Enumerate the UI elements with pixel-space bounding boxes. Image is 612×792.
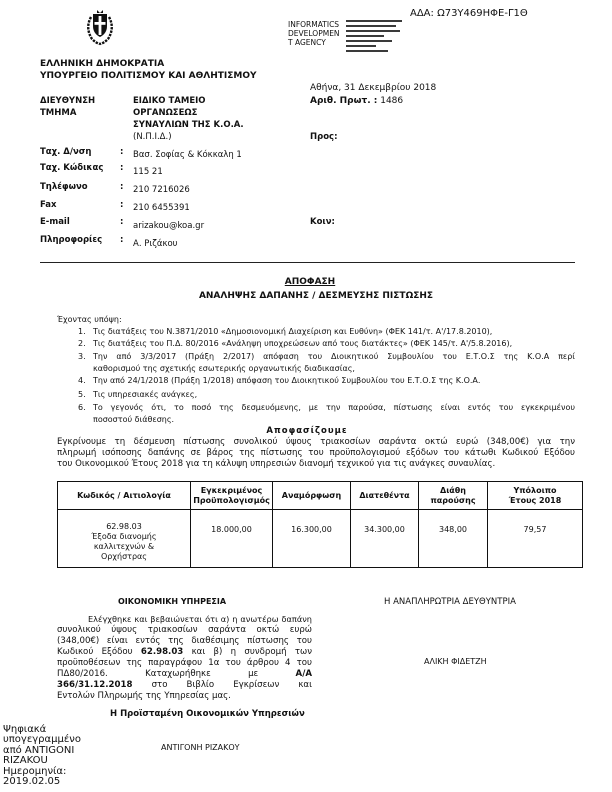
code-description: καλλιτεχνών & [93, 542, 155, 551]
ministry-heading: ΥΠΟΥΡΓΕΙΟ ΠΟΛΙΤΙΣΜΟΥ ΚΑΙ ΑΘΛΗΤΙΣΜΟΥ [40, 71, 257, 81]
contact-separator: : [120, 147, 124, 157]
header-allocated [351, 482, 419, 510]
list-item-text: ποσοστού διάθεσης. [93, 415, 175, 424]
digital-signature-line: RIZAKOU [3, 755, 48, 767]
header-text: Αναμόρφωση [281, 490, 342, 500]
decision-title: ΑΠΟΦΑΣΗ [284, 277, 336, 287]
code-description: Έξοδα διανομής [91, 532, 157, 541]
header-text: Διάθη [440, 486, 466, 495]
contact-value-info: Α. Ριζάκου [133, 239, 178, 249]
unit-name-line: ΟΡΓΑΝΩΣΕΩΣ [133, 108, 198, 118]
digital-signature-block [3, 725, 81, 787]
cell-remaining: 79,57 [488, 510, 583, 568]
finance-signer-name: ΑΝΤΙΓΟΝΗ ΡΙΖΑΚΟΥ [161, 743, 240, 752]
finance-text-line: συνολικού ύψους τριακοσίων σαράντα οκτώ ευρώ [57, 625, 312, 635]
deputy-name: ΑΛΙΚΗ ΦΙΔΕΤΖΗ [424, 657, 487, 666]
protocol-number-line [310, 96, 403, 106]
approval-text-line: πληρωμή ισόποσης δαπάνης σε βάρος της πίστωσης του προϋπολογισμού εξόδων του κάτωθι Κωδικού Εξόδου [57, 448, 575, 458]
finance-signer-title: Η Προϊσταμένη Οικονομικών Υπηρεσιών [110, 709, 305, 719]
contact-separator: : [120, 217, 124, 227]
contact-separator: : [120, 163, 124, 173]
header-approved-budget [191, 482, 273, 510]
budget-code: 62.98.03 [106, 522, 142, 531]
contact-value-email: arizakou@koa.gr [133, 221, 205, 231]
finance-text-line [57, 680, 312, 691]
contact-label-fax: Fax [40, 200, 57, 210]
considering-label: Έχοντας υπόψη: [57, 315, 122, 324]
list-number: 6. [78, 403, 86, 412]
recipient-label: Προς: [310, 132, 338, 142]
protocol-label: Αριθ. Πρωτ. : [310, 96, 378, 106]
contact-value-postcode: 115 21 [133, 167, 163, 177]
contact-label-phone: Τηλέφωνο [40, 182, 88, 192]
protocol-number: 1486 [380, 96, 404, 106]
list-number: 3. [78, 352, 86, 361]
contact-label-email: E-mail [40, 217, 70, 227]
stamp-details [346, 20, 406, 56]
header-current [419, 482, 488, 510]
digital-signature-line: 2019.02.05 [3, 776, 61, 788]
list-item-text: Τις διατάξεις του Π.Δ. 80/2016 «Ανάληψη υποχρεώσεων από τους διατάκτες» (ΦΕΚ 145/τ. Α'/5.8.2016), [93, 339, 513, 348]
decide-heading: Αποφασίζουμε [266, 426, 348, 436]
list-item-text: Την από 3/3/2017 (Πράξη 2/2017) απόφαση του Διοικητικού Συμβουλίου του Ε.Τ.Ο.Σ της Κ.Ο.Α περί [93, 352, 575, 361]
republic-heading: ΕΛΛΗΝΙΚΗ ΔΗΜΟΚΡΑΤΙΑ [40, 59, 165, 69]
finance-text-line: Ελέγχθηκε και βεβαιώνεται ότι α) η ανωτέρω δαπάνη [88, 614, 312, 624]
contact-value-phone: 210 7216026 [133, 185, 190, 195]
header-text: Διατεθέντα [359, 490, 410, 500]
contact-label-address: Ταχ. Δ/νση [40, 147, 92, 157]
header-text: Υπόλοιπο [513, 486, 557, 495]
budget-code: 62.98.03 [140, 647, 184, 657]
contact-separator: : [120, 182, 124, 192]
decision-subtitle: ΑΝΑΛΗΨΗΣ ΔΑΠΑΝΗΣ / ΔΕΣΜΕΥΣΗΣ ΠΙΣΤΩΣΗΣ [198, 291, 434, 301]
header-divider [40, 262, 575, 263]
list-number: 4. [78, 376, 86, 385]
contact-label-info: Πληροφορίες [40, 235, 103, 245]
department-label: ΤΜΗΜΑ [40, 108, 77, 118]
digital-signature-line: Ψηφιακά [3, 724, 47, 735]
agency-line: DEVELOPMEN [288, 28, 340, 38]
cell-code [58, 510, 191, 568]
greek-emblem-icon [84, 8, 116, 46]
header-code [58, 482, 191, 510]
deputy-title: Η ΑΝΑΠΛΗΡΩΤΡΙΑ ΔΕΥΘΥΝΤΡΙΑ [384, 597, 516, 607]
list-number: 5. [78, 390, 86, 399]
digital-signature-line: Ημερομηνία: [3, 765, 67, 777]
unit-name-line: ΣΥΝΑΥΛΙΩΝ ΤΗΣ Κ.Ο.Α. [133, 120, 244, 130]
agency-line: T AGENCY [288, 37, 326, 47]
list-item-text: Τις υπηρεσιακές ανάγκες, [93, 390, 198, 399]
finance-text-line [57, 647, 312, 658]
cell-current: 348,00 [419, 510, 488, 568]
approval-text-line: του Οικονομικού Έτους 2018 για τη κάλυψη υπηρεσιών διανομή τεχνικού για τις ανάγκες συναυλίας. [57, 459, 496, 469]
list-item-text: Τις διατάξεις του Ν.3871/2010 «Δημοσιονομική Διαχείριση και Ευθύνη» (ΦΕΚ 141/τ. Α'/17.8.2010), [93, 327, 493, 336]
finance-heading: ΟΙΚΟΝΟΜΙΚΗ ΥΠΗΡΕΣΙΑ [118, 597, 227, 606]
finance-text-line: (348,00€) είναι εντός της διαθέσιμης πίστωσης του [57, 636, 312, 646]
entry-reference: 366/31.12.2018 [57, 680, 133, 690]
list-item-text: Το γεγονός ότι, το ποσό της δεσμευόμενης, με την παρούσα, πίστωσης είναι εντός του εγκεκριμένου [93, 403, 575, 412]
cell-allocated: 34.300,00 [351, 510, 419, 568]
header-text: παρούσης [430, 495, 476, 505]
code-description: Ορχήστρας [101, 552, 147, 561]
header-text: Προϋπολογισμός [193, 495, 270, 505]
finance-text-segment: στο Βιβλίο Εγκρίσεων και [132, 680, 312, 690]
agency-line: INFORMATICS [288, 19, 340, 29]
header-revision [273, 482, 351, 510]
unit-name-line: ΕΙΔΙΚΟ ΤΑΜΕΙΟ [133, 96, 206, 106]
header-text: Εγκεκριμένος [200, 486, 263, 495]
table-row [58, 510, 583, 568]
signing-agency-stamp [288, 20, 340, 47]
unit-type: (Ν.Π.Ι.Δ.) [133, 132, 172, 142]
cell-revision: 16.300,00 [273, 510, 351, 568]
finance-text-line: Εντολών Πληρωμής της Υπηρεσίας μας. [57, 691, 231, 701]
header-remaining [488, 482, 583, 510]
finance-text-line: προϋποθέσεων της παραγράφου 1α του άρθρου 4 του [57, 658, 312, 668]
cell-approved: 18.000,00 [191, 510, 273, 568]
ada-code: ΑΔΑ: Ω73Υ469ΗΦΕ-Γ1Θ [410, 8, 528, 19]
list-item-text: Την από 24/1/2018 (Πράξη 1/2018) απόφαση του Διοικητικού Συμβουλίου του Ε.Τ.Ο.Σ της Κ.Ο.Α. [93, 376, 481, 385]
place-date: Αθήνα, 31 Δεκεμβρίου 2018 [310, 83, 437, 93]
contact-separator: : [120, 235, 124, 245]
finance-text-segment: Κωδικού Εξόδου [57, 647, 141, 657]
contact-label-postcode: Ταχ. Κώδικας [40, 163, 104, 173]
directorate-label: ΔΙΕΥΘΥΝΣΗ [40, 96, 96, 106]
header-text: Κωδικός / Αιτιολογία [77, 490, 171, 500]
digital-signature-line: υπογεγραμμένο [3, 734, 81, 746]
list-number: 2. [78, 339, 86, 348]
finance-text-segment: και β) η συνδρομή των [183, 647, 312, 657]
finance-text-segment: ΠΔ80/2016. Καταχωρήθηκε με [57, 669, 296, 679]
list-number: 1. [78, 327, 86, 336]
header-text: Έτους 2018 [508, 495, 562, 505]
contact-separator: : [120, 200, 124, 210]
contact-value-fax: 210 6455391 [133, 203, 190, 213]
list-item-text: καθορισμού της σχετικής εσωτερικής οργανωτικής διαδικασίας, [93, 364, 355, 373]
entry-number: Α/Α [295, 669, 312, 679]
finance-text-line [57, 669, 312, 680]
approval-text-line: Εγκρίνουμε τη δέσμευση πίστωσης συνολικού ύψους τριακοσίων σαράντα οκτώ ευρώ (348,00€) για την [57, 437, 575, 447]
budget-table [57, 481, 583, 568]
cc-label: Κοιν: [310, 217, 335, 227]
contact-value-address: Βασ. Σοφίας & Κόκκαλη 1 [133, 150, 242, 160]
digital-signature-line: από ANTIGONI [3, 744, 75, 756]
table-header-row [58, 482, 583, 510]
